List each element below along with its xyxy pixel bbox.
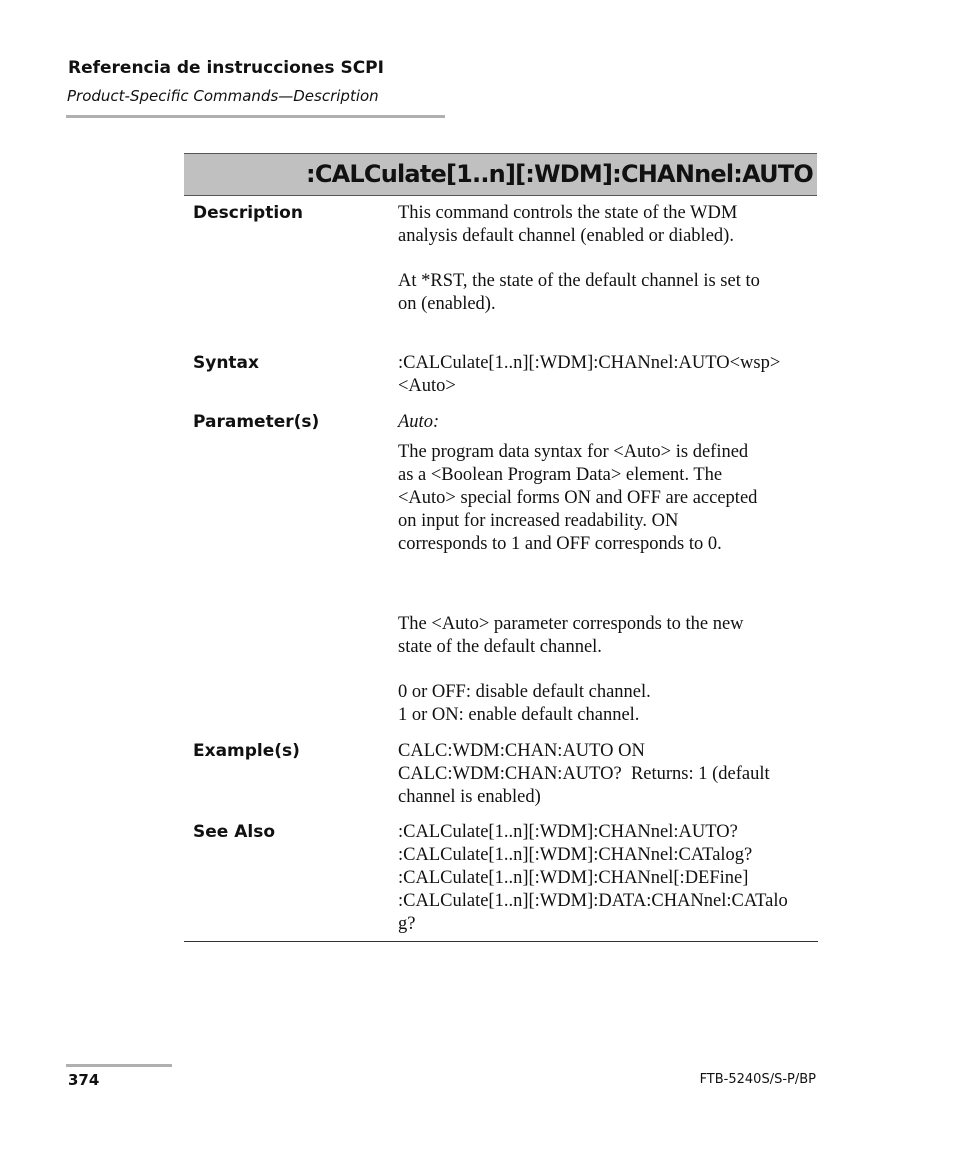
text-line: state of the default channel.: [398, 637, 602, 657]
text-line: This command controls the state of the WDM: [398, 203, 738, 223]
text-line: corresponds to 1 and OFF corresponds to 0.: [398, 534, 722, 554]
product-model: FTB-5240S/S-P/BP: [699, 1072, 816, 1087]
see-also-text: [398, 821, 818, 936]
parameter-description: [398, 441, 818, 556]
text-line: as a <Boolean Program Data> element. The: [398, 465, 723, 485]
text-line: 0 or OFF: disable default channel.: [398, 682, 651, 702]
table-bottom-rule: [184, 941, 818, 942]
text-line: 1 or ON: enable default channel.: [398, 705, 640, 725]
command-title: :CALCulate[1..n][:WDM]:CHANnel:AUTO: [306, 160, 813, 188]
text-line: The <Auto> parameter corresponds to the new: [398, 614, 744, 634]
text-line: CALC:WDM:CHAN:AUTO ON: [398, 741, 645, 761]
description-label: Description: [193, 203, 303, 223]
text-line: channel is enabled): [398, 787, 541, 807]
description-rst-text: [398, 270, 818, 316]
text-line: analysis default channel (enabled or diabled).: [398, 226, 734, 246]
header-subtitle: Product-Specific Commands—Description: [67, 87, 379, 105]
header-rule: [66, 115, 445, 118]
syntax-text: [398, 352, 818, 398]
parameter-meaning: [398, 613, 818, 659]
text-line: :CALCulate[1..n][:WDM]:CHANnel:AUTO<wsp>: [398, 353, 781, 373]
text-line: on input for increased readability. ON: [398, 511, 679, 531]
syntax-label: Syntax: [193, 353, 259, 373]
see-also-label: See Also: [193, 822, 276, 842]
text-line: g?: [398, 914, 416, 934]
examples-text: [398, 740, 818, 809]
text-line: :CALCulate[1..n][:WDM]:DATA:CHANnel:CATalo: [398, 891, 788, 911]
description-text: [398, 202, 818, 248]
text-line: :CALCulate[1..n][:WDM]:CHANnel:AUTO?: [398, 822, 738, 842]
text-line: :CALCulate[1..n][:WDM]:CHANnel[:DEFine]: [398, 868, 749, 888]
command-title-band: [184, 153, 817, 196]
text-line: on (enabled).: [398, 294, 496, 314]
parameter-name: Auto:: [398, 412, 440, 432]
text-line: At *RST, the state of the default channel is set to: [398, 271, 760, 291]
text-line: :CALCulate[1..n][:WDM]:CHANnel:CATalog?: [398, 845, 753, 865]
page-number: 374: [68, 1071, 100, 1089]
text-line: <Auto> special forms ON and OFF are accepted: [398, 488, 758, 508]
text-line: CALC:WDM:CHAN:AUTO? Returns: 1 (default: [398, 764, 770, 784]
text-line: The program data syntax for <Auto> is defined: [398, 442, 749, 462]
parameter-values: [398, 681, 818, 727]
header-title: Referencia de instrucciones SCPI: [68, 58, 384, 78]
footer-rule: [66, 1064, 172, 1067]
text-line: <Auto>: [398, 376, 456, 396]
examples-label: Example(s): [193, 741, 300, 761]
parameters-label: Parameter(s): [193, 412, 320, 432]
